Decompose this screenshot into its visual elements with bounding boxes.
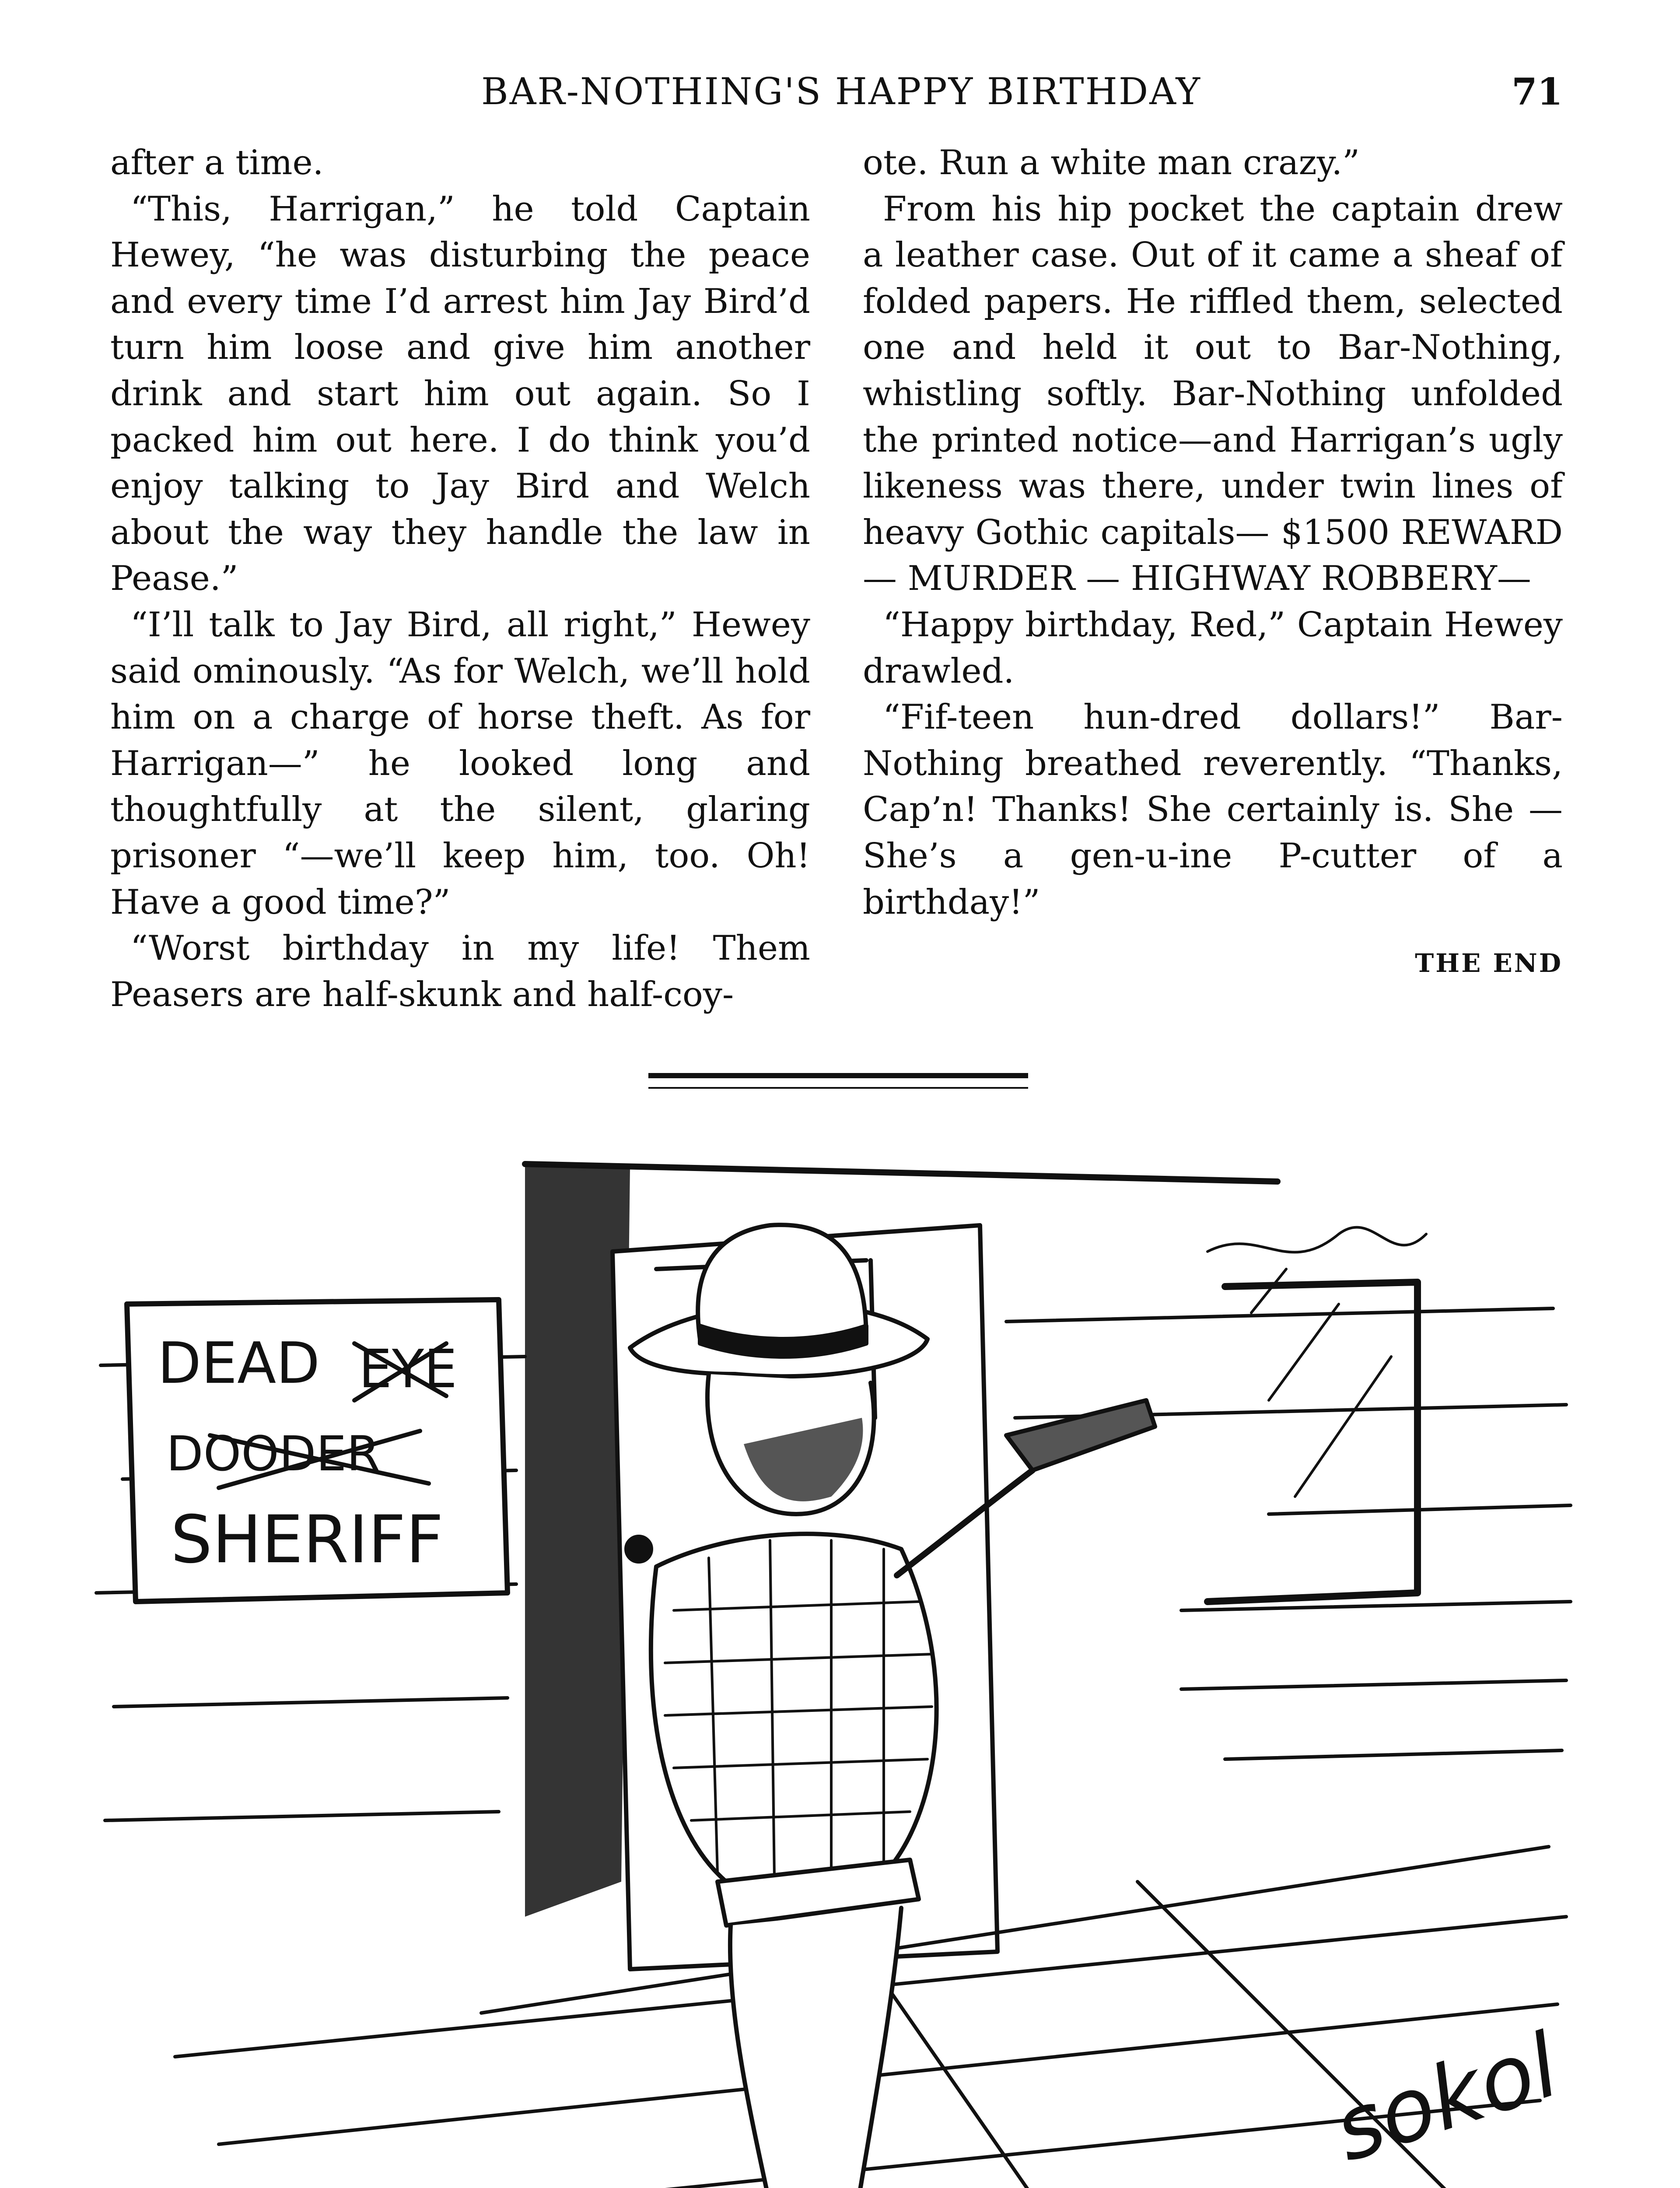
window — [1208, 1227, 1426, 1602]
trousers — [730, 1908, 901, 2188]
paragraph: “Fif-teen hun-dred dollars!” Bar-Nothing breathed reverently. “Thanks, Cap’n! Thanks! She certainly is. She — She’s a gen-u-ine P-cutter of a birthday!” — [863, 698, 1563, 922]
pistol — [1006, 1400, 1155, 1470]
artist-signature: sokol — [1322, 2014, 1571, 2182]
page-number: 71 — [1512, 70, 1563, 113]
the-end-mark: THE END — [1415, 948, 1563, 978]
paragraph: ote. Run a white man crazy.” — [863, 143, 1360, 182]
paragraph: “I’ll talk to Jay Bird, all right,” Hewey said ominously. “As for Welch, we’ll hold him on a charge of horse theft. As for Harrigan—” he looked long and thoughtfully at the silent, glaring prisoner “—we’ll keep him, too. Oh! Have a good time?” — [110, 605, 810, 922]
section-divider — [648, 1073, 1028, 1078]
sign-text-struck: DOODER — [166, 1426, 380, 1482]
right-text-column — [863, 140, 1563, 987]
paragraph: “This, Harrigan,” he told Captain Hewey, “he was disturbing the peace and every time I’d arrest him Jay Bird’d turn him loose and give him another drink and start him out again. So I packed him out here. I do think you’d enjoy talking to Jay Bird and Welch about the way they handle the law in Pease.” — [110, 189, 810, 599]
sheriff-sign — [127, 1300, 508, 1602]
page-header — [0, 70, 1680, 123]
paragraph: “Happy birthday, Red,” Captain Hewey drawled. — [863, 605, 1563, 691]
roof-edge — [525, 1164, 1278, 1182]
running-title: BAR-NOTHING'S HAPPY BIRTHDAY — [481, 70, 1201, 113]
cartoon-illustration — [88, 1138, 1592, 2188]
sign-text-sheriff: SHERIFF — [171, 1502, 444, 1578]
sign-text-dead: DEAD — [158, 1330, 320, 1396]
left-text-column — [110, 140, 810, 1018]
paragraph: “Worst birthday in my life! Them Peasers are half-skunk and half-coy- — [110, 929, 810, 1014]
paragraph: From his hip pocket the captain drew a leather case. Out of it came a sheaf of folded papers. He riffled them, selected one and held it out to Bar-Nothing, whistling softly. Bar-Nothing unfolded the printed notice—and Harrigan’s ugly likeness was there, under twin lines of heavy Gothic capitals— $1500 REWARD — MURDER — HIGHWAY ROBBERY— — [863, 189, 1563, 599]
section-divider-thin — [648, 1087, 1028, 1089]
paragraph: after a time. — [110, 143, 324, 182]
sign-text-struck: EYE — [359, 1339, 457, 1400]
